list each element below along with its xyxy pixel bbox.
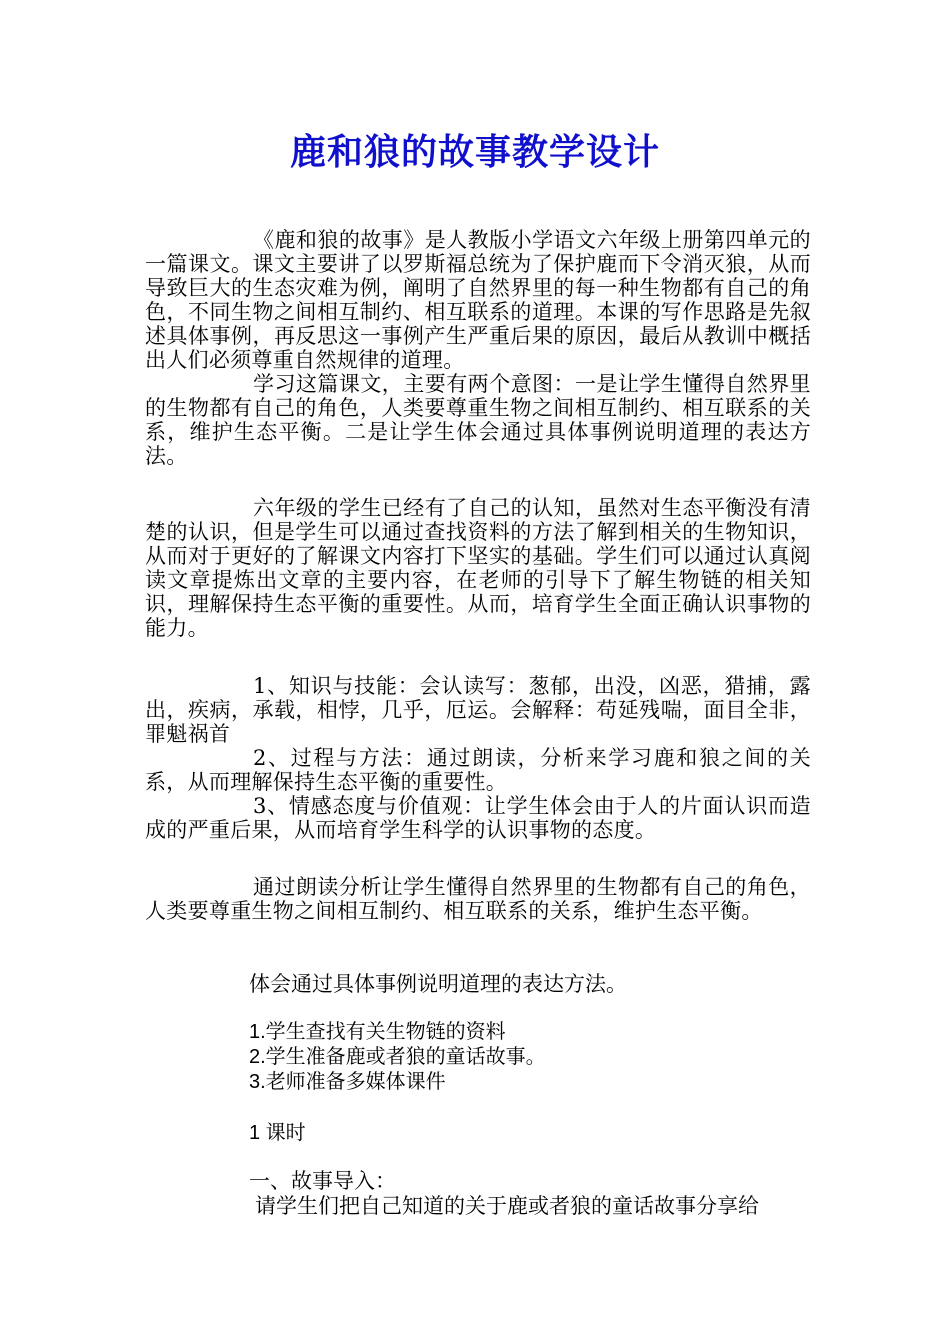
intro-paragraph-2: 学习这篇课文，主要有两个意图：一是让学生懂得自然界里的生物都有自己的角色，人类要尊重生物之间相互制约、相互联系的关系，维护生态平衡。二是让学生体会通过具体事例说明道理的表达方法。 [145,372,811,468]
preparation-item-3: 3.老师准备多媒体课件 [249,1071,446,1093]
preparation-item-1: 1.学生查找有关生物链的资料 [249,1021,506,1043]
difficulty-text: 体会通过具体事例说明道理的表达方法。 [249,972,627,996]
objective-3: 3、情感态度与价值观：让学生体会由于人的片面认识而造成的严重后果，从而培育学生科学的认识事物的态度。 [145,794,811,842]
intro-paragraph-1: 《鹿和狼的故事》是人教版小学语文六年级上册第四单元的一篇课文。课文主要讲了以罗斯福总统为了保护鹿而下令消灭狼，从而导致巨大的生态灾难为例，阐明了自然界里的每一种生物都有自己的角色，不同生物之间相互制约、相互联系的道理。本课的写作思路是先叙述具体事例，再反思这一事例产生严重后果的原因，最后从教训中概括出人们必须尊重自然规律的道理。 [145,228,811,372]
key-point-paragraph: 通过朗读分析让学生懂得自然界里的生物都有自己的角色，人类要尊重生物之间相互制约、相互联系的关系，维护生态平衡。 [145,875,811,923]
process-text: 请学生们把自己知道的关于鹿或者狼的童话故事分享给 [255,1194,759,1218]
difficulty-section [249,972,809,997]
preparation-item-2: 2.学生准备鹿或者狼的童话故事。 [249,1046,546,1068]
document-title: 鹿和狼的故事教学设计 [289,131,660,173]
student-analysis-section [145,496,811,640]
intro-section [145,228,811,468]
process-heading: 一、故事导入： [249,1169,396,1193]
key-point-section [145,875,811,923]
class-hours-text: 1 课时 [249,1122,306,1144]
process-section [249,1169,809,1219]
objectives-section [145,674,811,842]
class-hours-section [249,1121,809,1146]
preparation-section [249,1020,809,1095]
objective-2: 2、过程与方法：通过朗读，分析来学习鹿和狼之间的关系，从而理解保持生态平衡的重要性。 [145,746,811,794]
student-analysis-paragraph: 六年级的学生已经有了自己的认知，虽然对生态平衡没有清楚的认识，但是学生可以通过查找资料的方法了解到相关的生物知识，从而对于更好的了解课文内容打下坚实的基础。学生们可以通过认真阅读文章提炼出文章的主要内容，在老师的引导下了解生物链的相关知识，理解保持生态平衡的重要性。从而，培育学生全面正确认识事物的能力。 [145,496,811,640]
objective-1: 1、知识与技能：会认读写：葱郁，出没，凶恶，猎捕，露出，疾病，承载，相悖，几乎，厄运。会解释：苟延残喘，面目全非，罪魁祸首 [145,674,811,746]
